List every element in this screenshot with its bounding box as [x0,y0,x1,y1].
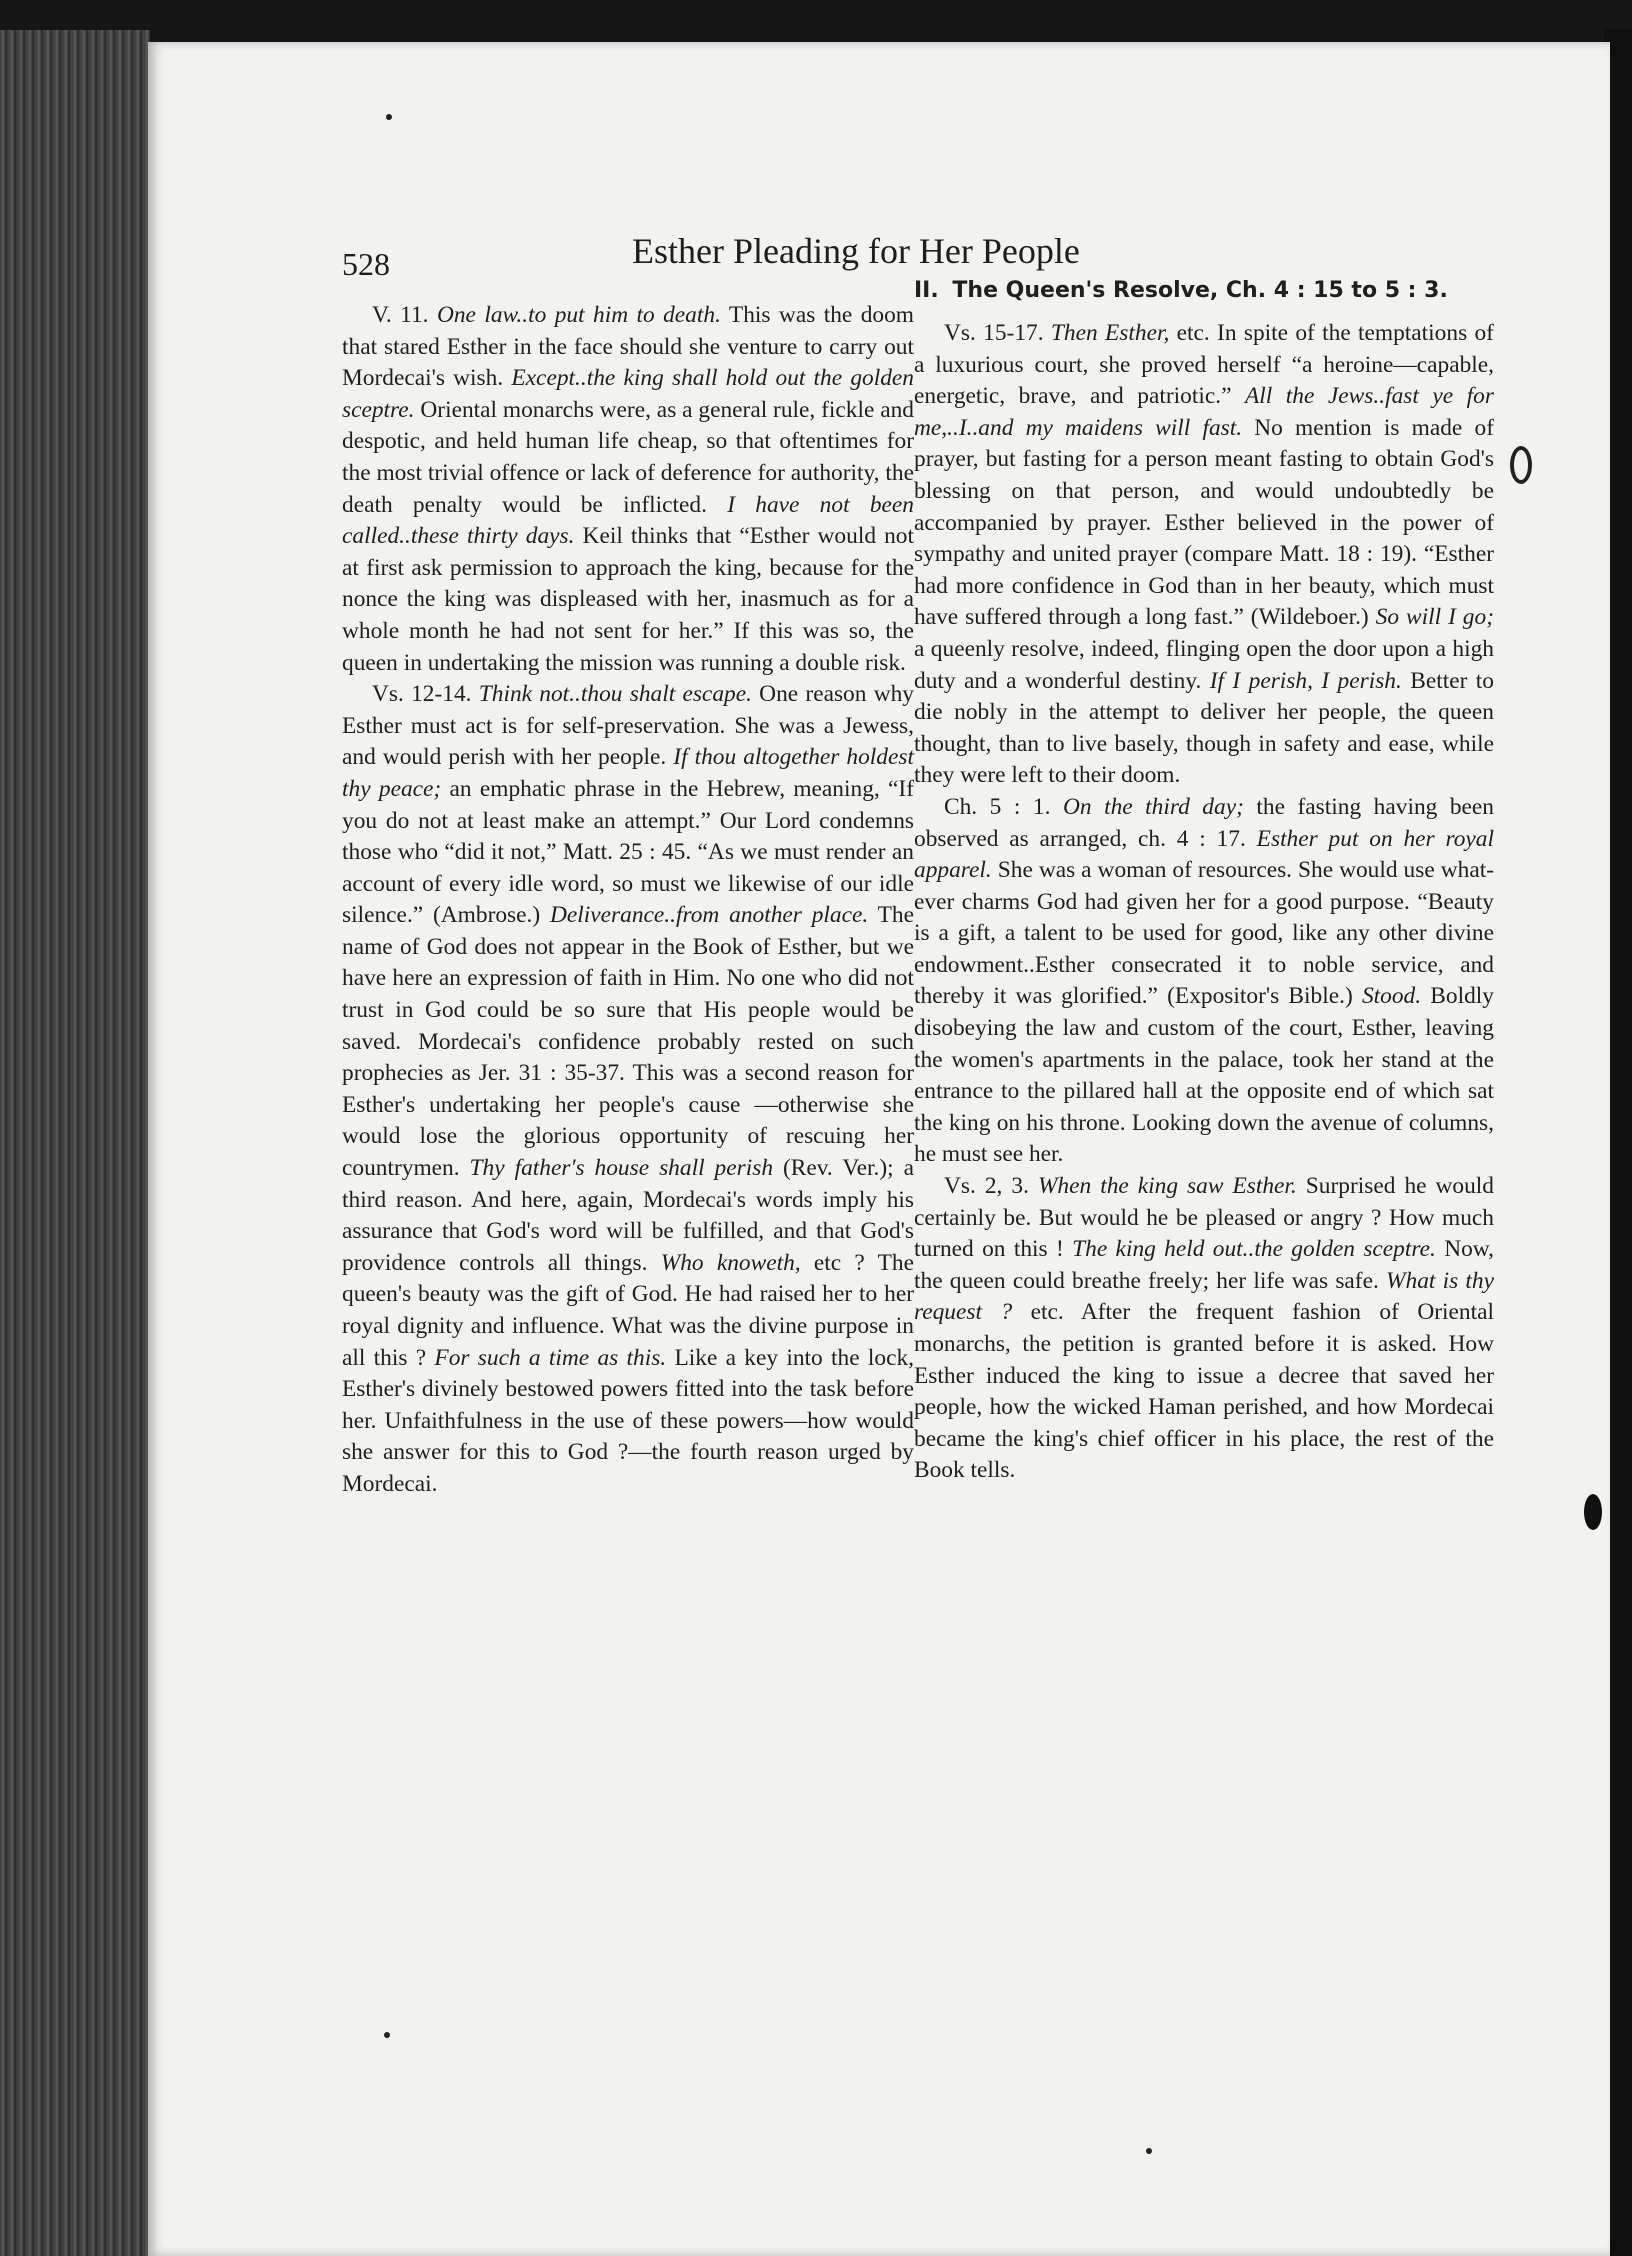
italic-phrase: If thou altogether holdest thy peace; [342,744,914,802]
scan-top-border [0,0,1632,48]
text-run: Vs. 2, 3. [944,1173,1038,1200]
text-run: One reason why Esther must act is for self-preservation. She was a Jewess, and would perish with her people. [342,681,914,771]
text-run: Like a key into the lock, Esther's divinely bestowed powers fitted into the task before her. Unfaithfulness in the use of these powers—how would she answer for this to God ?—the fourth reason urged by Mordecai. [342,1344,915,1497]
text-run: She was a woman of resources. She would use whatever charms God had given her for a good purpose. “Beauty is a gift, a talent to be used for good, like any other divine endowment..Esther consecrated it to noble service, and thereby it was glorified.” (Expositor's Bible.) [914,857,1494,1010]
section-number: II. [914,278,939,303]
italic-phrase: When the king saw Esther. [1037,1173,1297,1200]
book-page-edges [0,30,150,2256]
commentary-paragraph [914,792,1494,1171]
italic-phrase: Who knoweth, [660,1249,801,1276]
running-head: Esther Pleading for Her People [632,231,1080,271]
section-heading [914,276,1494,306]
binding-hole-icon [1510,446,1532,484]
speck-mark [386,114,392,120]
italic-phrase: If I perish, I perish. [1209,667,1402,694]
binding-hole-icon [1584,1494,1602,1530]
text-run: etc. After the frequent fashion of Oriental monarchs, the petition is granted before it is asked. How Esther induced the king to issue a decree that saved her people, how the wicked Haman perished, and how Mordecai became the king's chief officer in his place, the rest of the Book tells. [914,1299,1494,1484]
text-run: an emphatic phrase in the Hebrew, meaning, “If you do not at least make an attempt.” Our Lord condemns those who “did it not,” Matt. 25 : 45. “As we must render an account of every idle word, so must we likewise of our idle silence.” (Ambrose.) [342,775,914,929]
speck-mark [1146,2148,1152,2154]
italic-phrase: Thy father's house shall perish [469,1155,774,1182]
text-run: Vs. 12-14. [372,681,479,708]
commentary-paragraph [914,318,1494,792]
commentary-paragraph [342,679,914,1500]
speck-mark [384,2032,390,2038]
text-run: etc. In spite of the temptations of a luxurious court, she proved herself “a heroine—capable, energetic, brave, and patriotic.” [914,320,1494,410]
text-run: Boldly disobeying the law and custom of the court, Esther, leaving the women's apartments in the palace, took her stand at the entrance to the pillared hall at the opposite end of which sat the king on his throne. Looking down the avenue of columns, he must see her. [914,983,1494,1168]
italic-phrase: The king held out..the golden sceptre. [1072,1236,1436,1263]
italic-phrase: What is thy request ? [914,1267,1494,1326]
text-run: a queenly resolve, indeed, flinging open the door upon a high duty and a wonderful destiny. [914,635,1494,694]
text-run: No mention is made of prayer, but fasting for a person meant fasting to obtain God's blessing on that person, and would undoubtedly be accompanied by prayer. Esther believed in the power of sympathy and united prayer (compare Matt. 18 : 19). “Esther had more confidence in God than in her beauty, which must have suffered through a long fast.” (Wildeboer.) [914,414,1494,631]
italic-phrase: One law..to put him to death. [436,302,721,328]
italic-phrase: Esther put on her royal apparel. [914,825,1494,884]
italic-phrase: Except..the king shall hold out the golden sceptre. [342,365,914,423]
text-run: the fasting having been observed as arranged, ch. 4 : 17. [914,793,1495,852]
text-run: Vs. 15-17. [944,320,1051,346]
text-run: This was the doom that stared Esther in the face should she venture to carry out Mordecai's wish. [342,302,915,392]
italic-phrase: Think not..thou shalt escape. [478,681,752,708]
italic-phrase: Then Esther, [1050,320,1170,346]
italic-phrase: Stood. [1361,983,1422,1010]
italic-phrase: So will I go; [1375,604,1494,631]
text-run: Oriental monarchs were, as a general rule, fickle and despotic, and held human life cheap, so that oftentimes for the most trivial offence or lack of deference for authority, the death penalty would be inflicted. [342,396,914,518]
italic-phrase: All the Jews..fast ye for me,..I..and my maidens will fast. [914,383,1494,441]
text-run: Ch. 5 : 1. [944,793,1063,820]
right-column [914,276,1494,1487]
text-run: Better to die nobly in the attempt to deliver her people, the queen thought, than to live basely, though in safety and ease, while they were left to their doom. [914,667,1494,789]
text-run: Now, the queen could breathe freely; her life was safe. [914,1236,1494,1294]
text-run: (Rev. Ver.); a third reason. And here, again, Mordecai's words imply his assurance that God's word will be fulfilled, and that God's providence controls all things. [342,1155,914,1276]
italic-phrase: On the third day; [1062,793,1244,820]
text-run: etc ? The queen's beauty was the gift of God. He had raised her to her royal dignity and influence. What was the divine purpose in all this ? [342,1249,914,1371]
text-run: Keil thinks that “Esther would not at first ask permission to approach the king, because for the nonce the king was displeased with her, inasmuch as for a whole month he had not sent for her.” If this was so, the queen in undertaking the mission was running a double risk. [342,523,914,676]
commentary-paragraph [342,300,914,679]
commentary-paragraph [914,1171,1494,1487]
italic-phrase: For such a time as this. [434,1344,667,1371]
italic-phrase: Deliverance..from another place. [550,902,869,929]
section-title: The Queen's Resolve, Ch. 4 : 15 to 5 : 3. [952,278,1448,303]
italic-phrase: I have not been called..these thirty days. [342,491,914,550]
text-run: V. 11. [372,302,437,328]
page-number: 528 [342,246,390,282]
text-run: Surprised he would certainly be. But would he be pleased or angry ? How much turned on this ! [914,1173,1494,1263]
text-run: The name of God does not appear in the Book of Esther, but we have here an expression of faith in Him. No one who did not trust in God could be so sure that His people would be saved. Mordecai's confidence probably rested on such prophecies as Jer. 31 : 35-37. This was a second reason for Esther's undertaking her people's cause —otherwise she would lose the glorious opportunity of rescuing her countrymen. [342,902,914,1182]
left-column [342,300,914,1501]
